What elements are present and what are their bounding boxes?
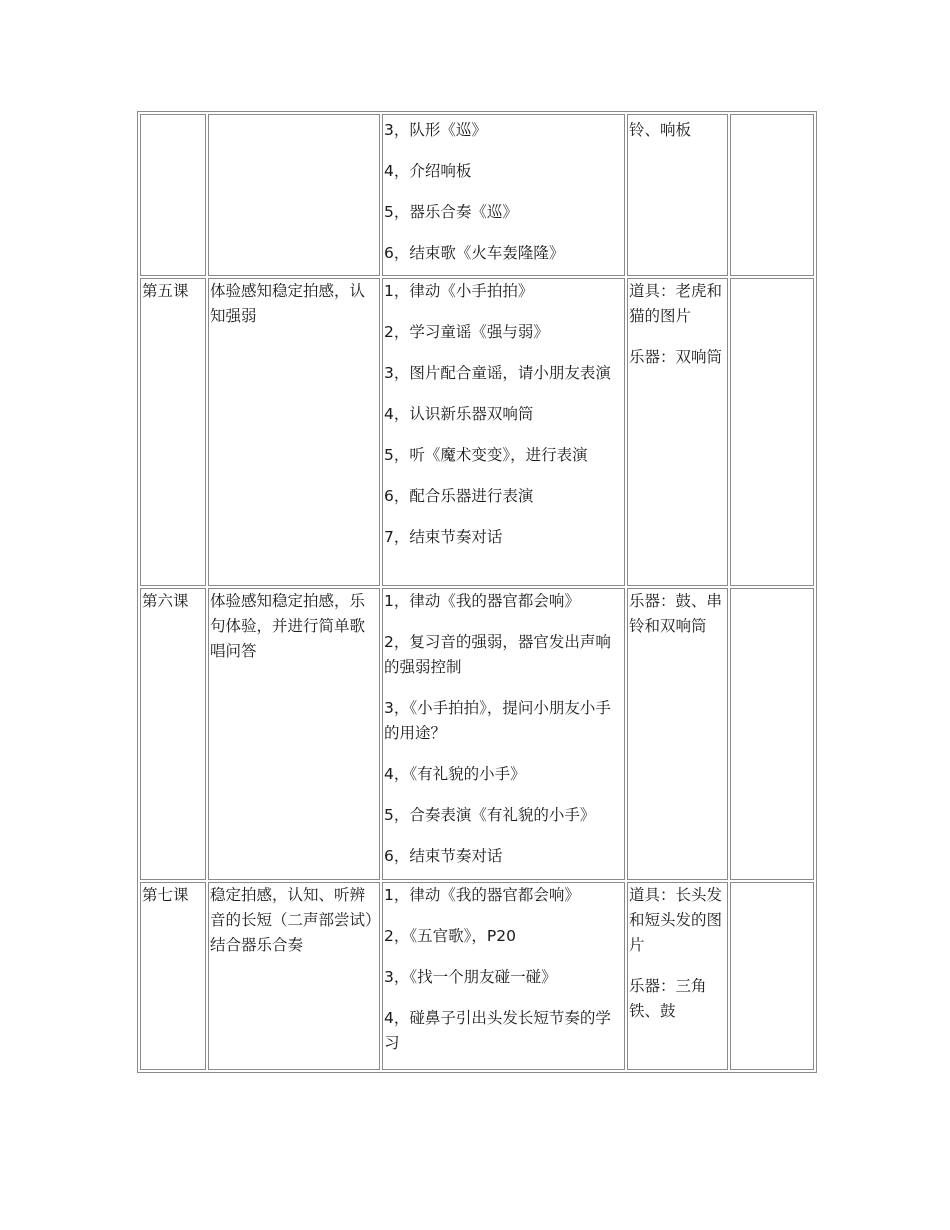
lesson-steps-cell: [382, 882, 625, 1070]
lesson-goal-cell: 稳定拍感，认知、听辨音的长短（二声部尝试）结合器乐合奏: [208, 882, 380, 1070]
lesson-goal-cell: 体验感知稳定拍感，乐句体验，并进行简单歌唱问答: [208, 588, 380, 880]
step-item: 5，听《魔术变变》，进行表演: [384, 446, 588, 464]
materials-item: 道具：长头发和短头发的图片: [629, 886, 723, 954]
materials-cell: [627, 588, 728, 880]
lesson-number-cell: 第五课: [140, 278, 206, 586]
lesson-number-cell: 第六课: [140, 588, 206, 880]
step-item: 4，介绍响板: [384, 162, 472, 180]
step-item: 3，图片配合童谣，请小朋友表演: [384, 364, 611, 382]
step-item: 6，结束节奏对话: [384, 847, 503, 865]
materials-cell: [627, 882, 728, 1070]
lesson-plan-table: [137, 111, 817, 1073]
materials-item: 铃、响板: [629, 121, 692, 139]
step-item: 2，学习童谣《强与弱》: [384, 323, 549, 341]
lesson-steps-cell: [382, 588, 625, 880]
step-item: 7，结束节奏对话: [384, 528, 503, 546]
table-row: [140, 588, 814, 880]
table-row: [140, 114, 814, 276]
step-item: 4，认识新乐器双响筒: [384, 405, 534, 423]
step-item: 5，合奏表演《有礼貌的小手》: [384, 806, 596, 824]
step-item: 6，结束歌《火车轰隆隆》: [384, 244, 565, 262]
step-item: 4，《有礼貌的小手》: [384, 765, 526, 783]
table-row: [140, 278, 814, 586]
lesson-number-cell: [140, 114, 206, 276]
materials-item: 乐器：双响筒: [629, 348, 723, 366]
lesson-steps-cell: [382, 278, 625, 586]
step-item: 6，配合乐器进行表演: [384, 487, 534, 505]
materials-item: 道具：老虎和猫的图片: [629, 282, 723, 325]
note-cell: [730, 278, 814, 586]
step-item: 2，复习音的强弱，器官发出声响的强弱控制: [384, 633, 611, 676]
lesson-goal-cell: 体验感知稳定拍感，认知强弱: [208, 278, 380, 586]
note-cell: [730, 588, 814, 880]
materials-cell: [627, 278, 728, 586]
note-cell: [730, 882, 814, 1070]
note-cell: [730, 114, 814, 276]
step-item: 5，器乐合奏《巡》: [384, 203, 518, 221]
materials-cell: [627, 114, 728, 276]
step-item: 3，队形《巡》: [384, 121, 487, 139]
step-item: 4，碰鼻子引出头发长短节奏的学习: [384, 1009, 611, 1052]
step-item: 2，《五官歌》，P20: [384, 927, 516, 945]
lesson-number-cell: 第七课: [140, 882, 206, 1070]
step-item: 1，律动《小手拍拍》: [384, 282, 534, 300]
lesson-goal-cell: [208, 114, 380, 276]
step-item: 1，律动《我的器官都会响》: [384, 886, 580, 904]
lesson-steps-cell: [382, 114, 625, 276]
step-item: 3，《找一个朋友碰一碰》: [384, 968, 557, 986]
materials-item: 乐器：鼓、串铃和双响筒: [629, 592, 723, 635]
table-row: [140, 882, 814, 1070]
materials-item: 乐器：三角铁、鼓: [629, 977, 707, 1020]
step-item: 1，律动《我的器官都会响》: [384, 592, 580, 610]
step-item: 3，《小手拍拍》，提问小朋友小手的用途？: [384, 699, 611, 742]
